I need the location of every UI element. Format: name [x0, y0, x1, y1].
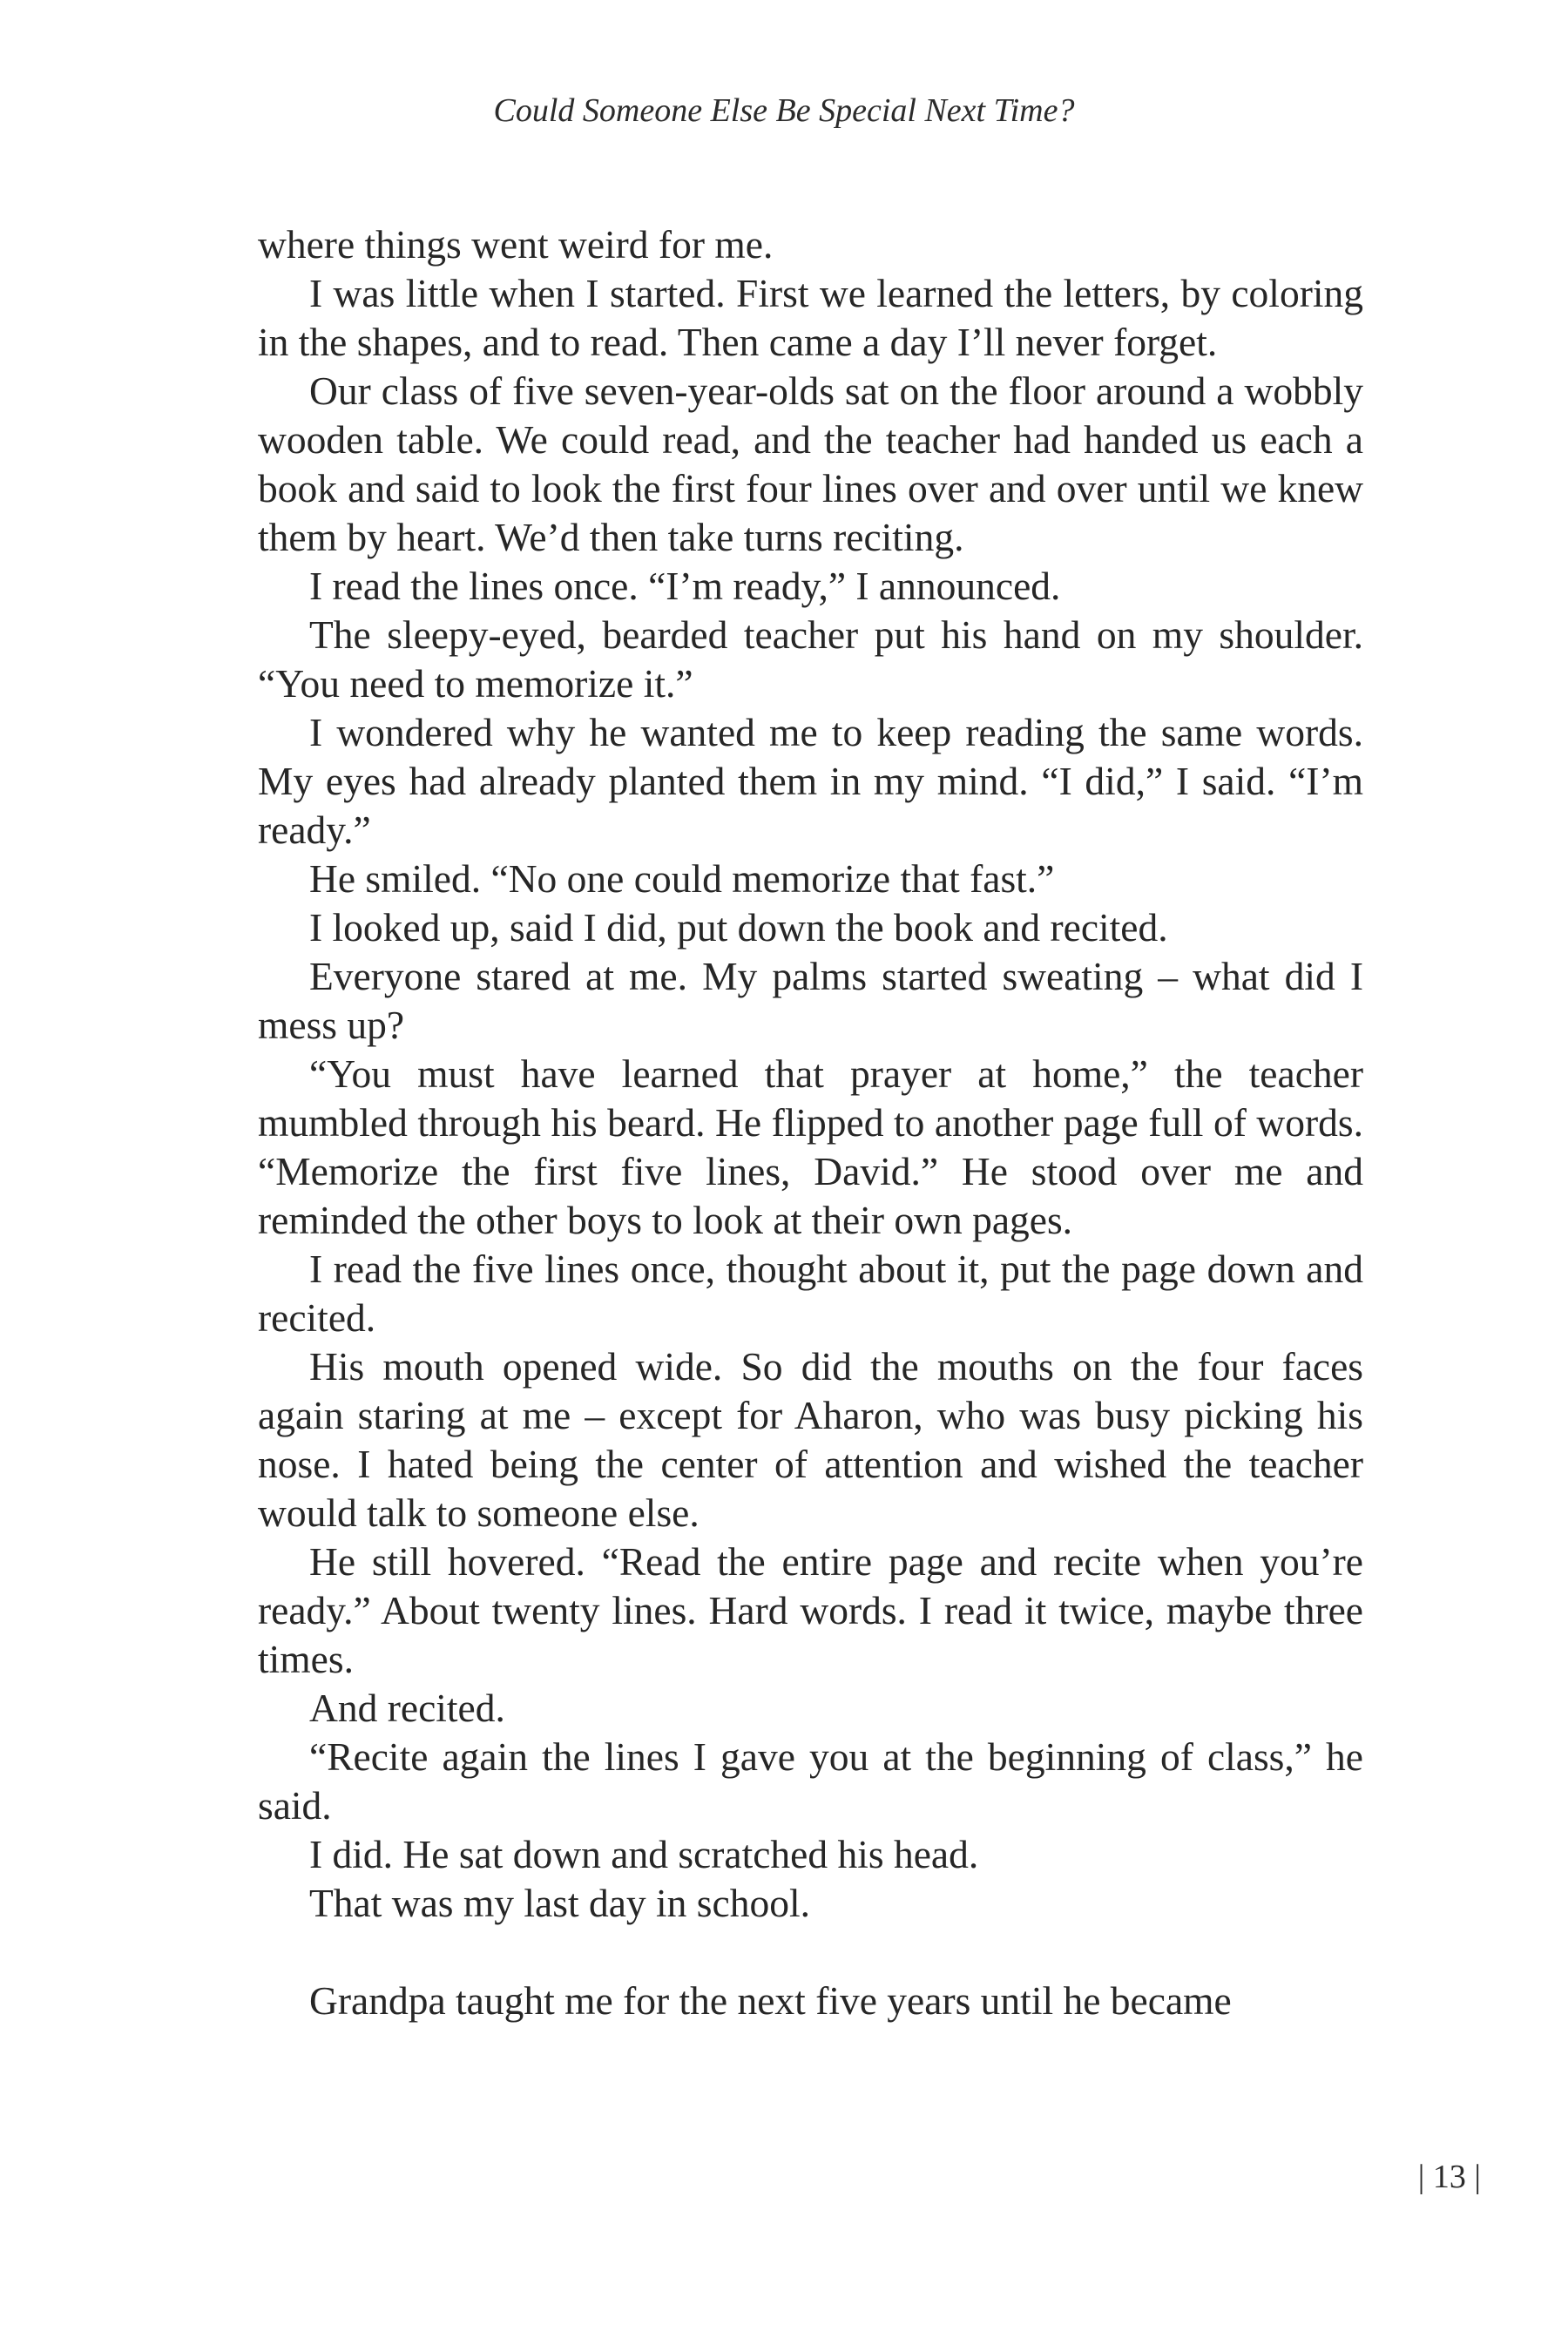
body-text	[258, 220, 1363, 2025]
paragraph: “Recite again the lines I gave you at the beginning of class,” he said.	[258, 1734, 1363, 1828]
paragraph: And recited.	[309, 1686, 505, 1730]
paragraph: Everyone stared at me. My palms started sweating – what did I mess up?	[258, 954, 1363, 1047]
paragraph: where things went weird for me.	[258, 222, 774, 267]
page-number: | 13 |	[1417, 2159, 1481, 2195]
paragraph: I did. He sat down and scratched his head.	[309, 1832, 979, 1876]
paragraph: Grandpa taught me for the next five years until he became	[309, 1978, 1232, 2023]
paragraph: He smiled. “No one could memorize that fast.”	[309, 856, 1055, 901]
paragraph: I wondered why he wanted me to keep reading the same words. My eyes had already planted them in my mind. “I did,” I said. “I’m ready.”	[258, 710, 1363, 852]
paragraph: I was little when I started. First we learned the letters, by coloring in the shapes, and to read. Then came a day I’ll never forget.	[258, 271, 1363, 364]
section-break	[258, 1928, 1363, 1977]
paragraph: That was my last day in school.	[309, 1881, 810, 1925]
paragraph: Our class of five seven-year-olds sat on the floor around a wobbly wooden table. We could read, and the teacher had handed us each a book and said to look the first four lines over and over until we knew them by heart. We’d then take turns reciting.	[258, 368, 1363, 559]
paragraph: “You must have learned that prayer at home,” the teacher mumbled through his beard. He flipped to another page full of words. “Memorize the first five lines, David.” He stood over me and reminded the other boys to look at their own pages.	[258, 1051, 1363, 1242]
paragraph: I looked up, said I did, put down the book and recited.	[309, 905, 1168, 950]
paragraph: The sleepy-eyed, bearded teacher put his hand on my shoulder. “You need to memorize it.”	[258, 612, 1363, 706]
running-head: Could Someone Else Be Special Next Time?	[493, 92, 1075, 129]
paragraph: His mouth opened wide. So did the mouths on the four faces again staring at me – except for Aharon, who was busy picking his nose. I hated being the center of attention and wished the teacher would talk to someone else.	[258, 1344, 1363, 1535]
paragraph: I read the lines once. “I’m ready,” I announced.	[309, 564, 1061, 608]
paragraph: He still hovered. “Read the entire page and recite when you’re ready.” About twenty lines. Hard words. I read it twice, maybe three times.	[258, 1539, 1363, 1681]
paragraph: I read the five lines once, thought about it, put the page down and recited.	[258, 1247, 1363, 1340]
